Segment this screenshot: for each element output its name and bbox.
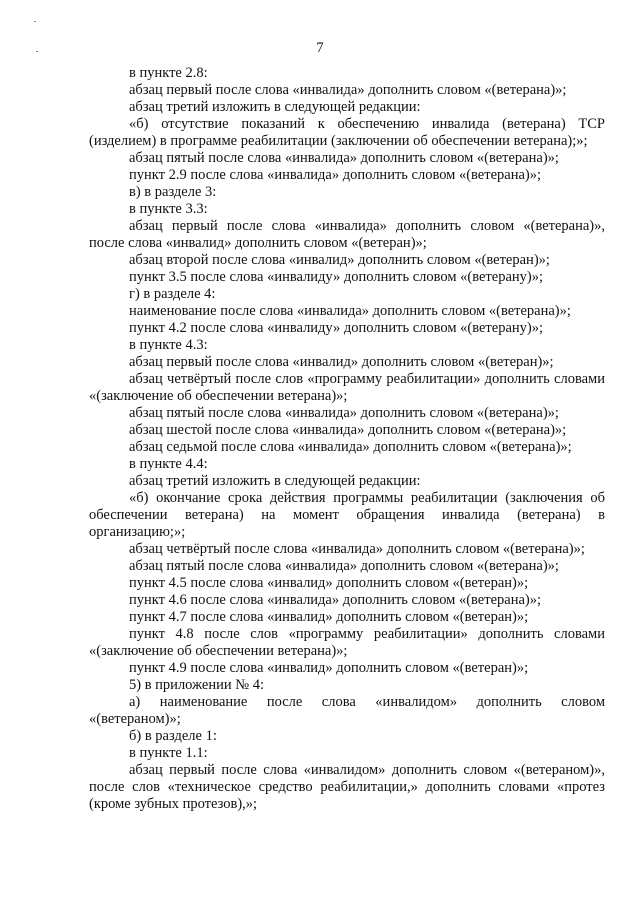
scan-mark-top <box>34 21 36 22</box>
paragraph: абзац первый после слова «инвалида» дополнить словом «(ветерана)»; <box>129 82 567 98</box>
paragraph: пункт 4.8 после слов «программу реабилитации» дополнить словами «(заключение об обеспечении ветерана)»; <box>89 626 605 659</box>
paragraph: абзац первый после слова «инвалида» дополнить словом «(ветерана)», после слова «инвалид» дополнить словом «(ветеран)»; <box>89 218 605 251</box>
paragraph: абзац третий изложить в следующей редакции: <box>129 473 421 489</box>
paragraph: 5) в приложении № 4: <box>129 677 264 693</box>
paragraph: абзац первый после слова «инвалидом» дополнить словом «(ветераном)», после слов «техническое средство реабилитации,» дополнить словами «протез (кроме зубных протезов),»; <box>89 762 605 812</box>
paragraph: пункт 4.2 после слова «инвалиду» дополнить словом «(ветерану)»; <box>129 320 543 336</box>
paragraph: в пункте 4.4: <box>129 456 208 472</box>
paragraph: а) наименование после слова «инвалидом» дополнить словом «(ветераном)»; <box>89 694 605 727</box>
paragraph: пункт 4.6 после слова «инвалида» дополнить словом «(ветерана)»; <box>129 592 542 608</box>
paragraph: абзац второй после слова «инвалид» дополнить словом «(ветеран)»; <box>129 252 550 268</box>
paragraph: пункт 4.9 после слова «инвалид» дополнить словом «(ветеран)»; <box>129 660 529 676</box>
paragraph: в пункте 3.3: <box>129 201 208 217</box>
paragraph: пункт 2.9 после слова «инвалида» дополнить словом «(ветерана)»; <box>129 167 542 183</box>
paragraph: в пункте 2.8: <box>129 65 208 81</box>
paragraph: в пункте 1.1: <box>129 745 208 761</box>
paragraph: в) в разделе 3: <box>129 184 217 200</box>
paragraph: пункт 4.5 после слова «инвалид» дополнить словом «(ветеран)»; <box>129 575 529 591</box>
paragraph: абзац четвёртый после слова «инвалида» дополнить словом «(ветерана)»; <box>129 541 585 557</box>
paragraph: абзац пятый после слова «инвалида» дополнить словом «(ветерана)»; <box>129 405 559 421</box>
paragraph: абзац четвёртый после слов «программу реабилитации» дополнить словами «(заключение об обеспечении ветерана)»; <box>89 371 605 404</box>
paragraph: абзац первый после слова «инвалид» дополнить словом «(ветеран)»; <box>129 354 554 370</box>
paragraph: наименование после слова «инвалида» дополнить словом «(ветерана)»; <box>129 303 571 319</box>
paragraph: абзац пятый после слова «инвалида» дополнить словом «(ветерана)»; <box>129 558 559 574</box>
paragraph: абзац пятый после слова «инвалида» дополнить словом «(ветерана)»; <box>129 150 559 166</box>
paragraph: «б) окончание срока действия программы реабилитации (заключения об обеспечении ветерана) на момент обращения инвалида (ветерана) в организацию;»; <box>89 490 605 540</box>
paragraph: абзац шестой после слова «инвалида» дополнить словом «(ветерана)»; <box>129 422 567 438</box>
paragraph: пункт 4.7 после слова «инвалид» дополнить словом «(ветеран)»; <box>129 609 529 625</box>
paragraph: абзац седьмой после слова «инвалида» дополнить словом «(ветерана)»; <box>129 439 572 455</box>
paragraph: «б) отсутствие показаний к обеспечению инвалида (ветерана) ТСР (изделием) в программе реабилитации (заключении об обеспечении ветерана);»; <box>89 116 605 149</box>
paragraph: в пункте 4.3: <box>129 337 208 353</box>
page-number: 7 <box>316 40 324 56</box>
paragraph: г) в разделе 4: <box>129 286 216 302</box>
paragraph: пункт 3.5 после слова «инвалиду» дополнить словом «(ветерану)»; <box>129 269 543 285</box>
paragraph: абзац третий изложить в следующей редакции: <box>129 99 421 115</box>
document-body <box>89 65 605 813</box>
paragraph: б) в разделе 1: <box>129 728 217 744</box>
